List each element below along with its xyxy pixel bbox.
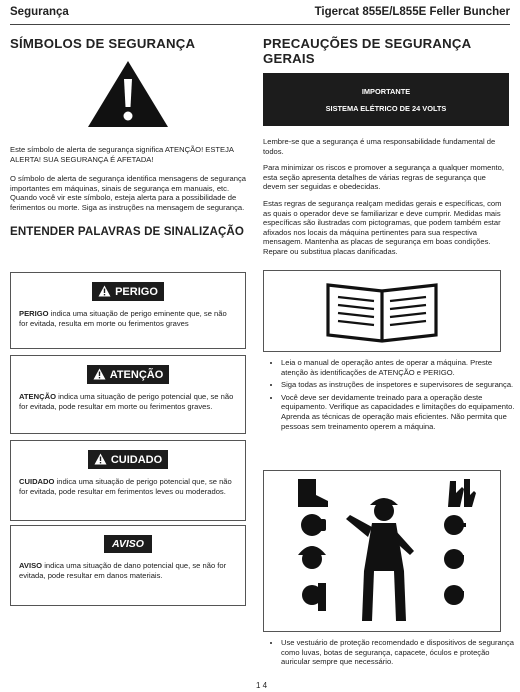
safety-alert-symbol (10, 59, 246, 131)
signal-bold-word: ATENÇÃO (19, 392, 56, 401)
manual-pictogram-box (263, 270, 501, 352)
signal-box-atencao (10, 355, 246, 434)
important-banner (263, 73, 509, 126)
signal-label-perigo (92, 282, 164, 301)
open-book-icon (264, 271, 500, 351)
signal-label-aviso: AVISO (104, 535, 152, 553)
signal-box-aviso (10, 525, 246, 606)
signal-label-atencao (87, 365, 170, 384)
signal-bold-word: AVISO (19, 561, 43, 570)
signal-box-cuidado (10, 440, 246, 521)
signal-desc-perigo (19, 309, 237, 329)
warning-triangle-icon (94, 453, 107, 465)
signal-desc-text: indica uma situação de dano potencial que, se não for evitada, pode resultar em danos materiais. (19, 561, 227, 580)
signal-desc-atencao (19, 392, 237, 412)
warning-triangle-icon (93, 368, 106, 380)
signal-box-perigo (10, 272, 246, 349)
signal-bold-word: CUIDADO (19, 477, 55, 486)
list-item: • Leia o manual de operação antes de operar a máquina. Preste atenção às identificações de ATENÇÃO e PERIGO. (281, 358, 519, 377)
signal-desc-text: indica uma situação de perigo potencial que, se não for evitada, pode resultar em ferimentos leves ou moderados. (19, 477, 232, 496)
signal-bold-word: PERIGO (19, 309, 49, 318)
signal-desc-aviso (19, 561, 237, 581)
header-section: Segurança (10, 6, 69, 18)
list-item: • Siga todas as instruções de inspetores e supervisores de segurança. (281, 380, 519, 390)
warning-triangle-icon (86, 59, 170, 129)
section-title-precautions: PRECAUÇÕES DE SEGURANÇA GERAIS (263, 36, 471, 66)
paragraph-responsibility: Lembre-se que a segurança é uma responsabilidade fundamental de todos. (263, 137, 496, 156)
right-column (263, 36, 509, 257)
ppe-pictogram-box (263, 470, 501, 632)
signal-desc-text: indica uma situação de perigo potencial que, se não for evitada, pode resultar em morte ou ferimentos graves. (19, 392, 234, 411)
warning-triangle-icon (98, 285, 111, 297)
paragraph-rules: Estas regras de segurança realçam medidas gerais e específicas, com as quais o operador deve se familiarizar e deve cumprir. Medidas mais específicas são ilustradas com pictogramas, que podem também estar afixados nos locais da máquina pertinentes para sua respectiva mensagem. Mantenha as placas de segurança em boas condições. Repare ou substitua placas danificadas. (263, 198, 502, 256)
section-title-symbols: SÍMBOLOS DE SEGURANÇA (10, 36, 196, 51)
signal-label-text: CUIDADO (110, 454, 163, 466)
signal-desc-text: indica uma situação de perigo eminente que, se não for evitada, resulta em morte ou ferimentos graves (19, 309, 227, 328)
signal-label-text: ATENÇÃO (109, 369, 164, 381)
header-product: Tigercat 855E/L855E Feller Buncher (314, 6, 510, 18)
symbol-description-text: O símbolo de alerta de segurança identifica mensagens de segurança importantes em máquinas, sinais de segurança em manuais, etc. Quando você vir este símbolo, esteja alerta para a possibilidade de ferimentos ou morte. Siga as instruções na mensagem de segurança. (10, 174, 246, 212)
section-title-signal-words: ENTENDER PALAVRAS DE SINALIZAÇÃO (10, 224, 245, 238)
page-header (10, 2, 510, 25)
paragraph-minimize-risks: Para minimizar os riscos e promover a segurança a qualquer momento, esta seção apresenta detalhes de várias regras de segurança que devem ser seguidas e obedecidas. (263, 163, 504, 192)
signal-label-text: PERIGO (115, 286, 158, 298)
important-label: IMPORTANTE (361, 87, 411, 96)
symbol-intro-text: Este símbolo de alerta de segurança significa ATENÇÃO! ESTEJA ALERTA! SUA SEGURANÇA É AFETADA! (10, 145, 234, 164)
protective-equipment-icon (264, 471, 500, 631)
safety-boot-icon (298, 479, 328, 507)
signal-desc-cuidado (19, 477, 237, 497)
signal-label-cuidado (88, 450, 168, 469)
voltage-label: SISTEMA ELÉTRICO DE 24 VOLTS (325, 104, 447, 113)
instruction-list-1 (263, 358, 519, 434)
list-item: • Você deve ser devidamente treinado para a operação deste equipamento. Verifique as capacidades e limitações do equipamento. Aprenda as técnicas de operação mais eficientes. Não permita que pessoas sem treinamento operem a máquina. (281, 393, 519, 431)
instruction-list-2 (263, 638, 519, 670)
list-item: • Use vestuário de proteção recomendado e dispositivos de segurança como luvas, botas de segurança, capacete, óculos e proteção auricular sempre que necessário. (281, 638, 519, 667)
left-column (10, 36, 246, 238)
page-number: 1 4 (256, 681, 268, 690)
